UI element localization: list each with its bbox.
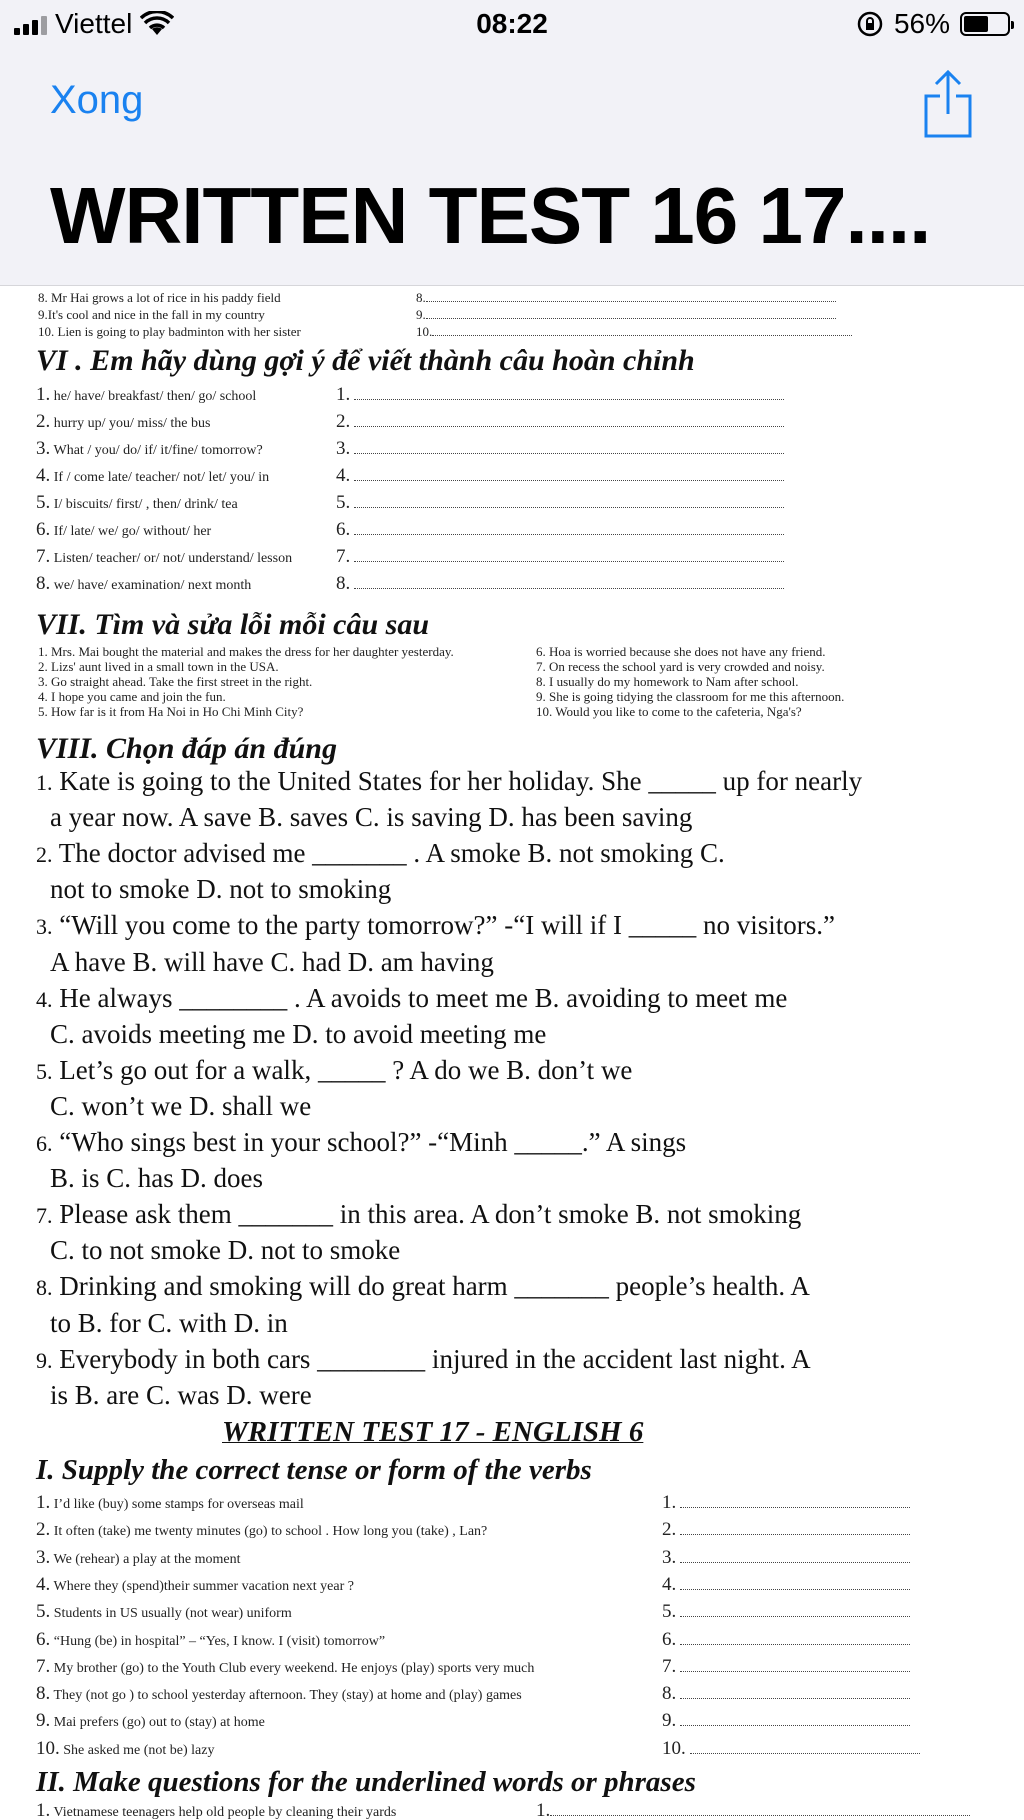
question-line [36,766,862,797]
section-8-heading: VIII. Chọn đáp án đúng [36,732,337,765]
item-number: 8. [36,573,51,594]
answer-number: 7. [336,546,351,567]
answer-number: 10. [662,1738,686,1759]
question-text: B. is C. has D. does [50,1163,264,1193]
question-text: The doctor advised me _______ . A smoke B. not smoking C. [58,838,725,868]
item-text: I’d like (buy) some stamps for overseas mail [53,1497,304,1512]
done-button[interactable]: Xong [50,78,144,122]
section-6-item [36,546,292,568]
test-17-section-2-heading: II. Make questions for the underlined words or phrases [36,1766,696,1798]
question-line [36,1055,632,1086]
item-text: What / you/ do/ if/ it/fine/ tomorrow? [53,443,263,458]
question-text: Please ask them _______ in this area. A don’t smoke B. not smoking [59,1199,802,1229]
item-number: 5. [36,492,51,513]
answer-line [690,1742,920,1754]
item-text: Where they (spend)their summer vacation next year ? [53,1579,354,1594]
answer-line [354,577,784,589]
battery-percent: 56% [893,8,950,39]
answer-line [354,469,784,481]
top-row-9: 9.It's cool and nice in the fall in my country [38,307,265,322]
section-7-item-right: 8. I usually do my homework to Nam after school. [536,674,799,689]
navigation-header [0,52,1024,286]
test-17-item [36,1738,214,1760]
top-row-10: 10. Lien is going to play badminton with her sister [38,324,301,339]
item-text: If/ late/ we/ go/ without/ her [53,524,212,539]
item-number: 8. [36,1683,51,1704]
question-text: “Who sings best in your school?” -“Minh _____.” A sings [59,1127,687,1157]
item-number: 7. [36,546,51,567]
section-7-item-right: 6. Hoa is worried because she does not have any friend. [536,644,826,659]
section-7-item-right: 7. On recess the school yard is very crowded and noisy. [536,659,825,674]
status-right [856,8,1010,40]
section-6-item [36,492,238,514]
item-text: Listen/ teacher/ or/ not/ understand/ lesson [53,551,293,566]
item-text: Students in US usually (not wear) uniform [53,1606,292,1621]
answer-line [354,523,784,535]
item-number: 2. [36,1519,51,1540]
question-number: 2. [36,842,53,867]
question-line [36,838,725,869]
answer-number: 2. [662,1519,677,1540]
answer-number: 7. [662,1656,677,1677]
answer-line [680,1578,910,1590]
item-number: 1. [36,384,51,405]
test-17-item [36,1710,265,1732]
test-17-answer [662,1656,910,1678]
item-number: 3. [36,1547,51,1568]
item-number: 1. [36,1492,51,1513]
item-text: My brother (go) to the Youth Club every weekend. He enjoys (play) sports very much [53,1661,535,1676]
question-options-line [50,1019,546,1050]
answer-line [354,415,784,427]
question-number: 5. [36,1059,53,1084]
item-text: “Hung (be) in hospital” – “Yes, I know. I (visit) tomorrow” [53,1634,386,1649]
test-17-section-2-item-1: 1. Vietnamese teenagers help old people by cleaning their yards [36,1800,397,1820]
question-text: Let’s go out for a walk, _____ ? A do we B. don’t we [59,1055,633,1085]
top-row-8: 8. Mr Hai grows a lot of rice in his paddy field [38,290,281,305]
question-text: “Will you come to the party tomorrow?” -“I will if I _____ no visitors.” [59,910,835,940]
section-7-heading: VII. Tìm và sửa lỗi mỗi câu sau [36,608,430,641]
section-7-item-left: 1. Mrs. Mai bought the material and makes the dress for her daughter yesterday. [38,644,454,659]
question-text: C. to not smoke D. not to smoke [50,1235,401,1265]
battery-icon [960,12,1010,36]
item-number: 7. [36,1656,51,1677]
test-17-item [36,1492,304,1514]
document-title: WRITTEN TEST 16 17.... [50,171,931,260]
answer-line [680,1714,910,1726]
status-time: 08:22 [476,8,548,39]
answer-line [680,1660,910,1672]
item-text: we/ have/ examination/ next month [53,578,252,593]
answer-number: 5. [662,1601,677,1622]
top-row-10-answer: 10. [416,324,852,340]
test-17-item [36,1574,354,1596]
item-text: They (not go ) to school yesterday afternoon. They (stay) at home and (play) games [53,1688,522,1703]
item-text: She asked me (not be) lazy [63,1743,215,1758]
answer-line [354,388,784,400]
answer-number: 9. [662,1710,677,1731]
answer-number: 5. [336,492,351,513]
test-17-title: WRITTEN TEST 17 - ENGLISH 6 [222,1416,644,1448]
section-6-heading: VI . Em hãy dùng gợi ý để viết thành câu hoàn chỉnh [36,344,695,377]
question-options-line [50,1163,263,1194]
share-icon[interactable] [920,68,976,140]
question-number: 3. [36,914,53,939]
question-line [36,983,787,1014]
test-17-item [36,1683,522,1705]
question-text: C. won’t we D. shall we [50,1091,312,1121]
item-text: I/ biscuits/ first/ , then/ drink/ tea [53,497,238,512]
question-options-line [50,874,391,905]
answer-line [680,1551,910,1563]
top-row-9-answer: 9. [416,307,836,323]
question-line [36,1127,686,1158]
test-17-item [36,1656,534,1678]
question-number: 7. [36,1203,53,1228]
section-6-answer [336,573,784,595]
item-number: 9. [36,1710,51,1731]
question-text: Kate is going to the United States for her holiday. She _____ up for nearly [59,766,863,796]
section-7-item-left: 4. I hope you came and join the fun. [38,689,226,704]
question-number: 6. [36,1131,53,1156]
question-number: 9. [36,1348,53,1373]
answer-number: 4. [662,1574,677,1595]
question-text: Everybody in both cars ________ injured in the accident last night. A [59,1344,811,1374]
test-17-answer [662,1710,910,1732]
section-7-item-right: 9. She is going tidying the classroom for me this afternoon. [536,689,845,704]
section-7-item-left: 3. Go straight ahead. Take the first street in the right. [38,674,313,689]
answer-number: 3. [662,1547,677,1568]
test-17-item [36,1629,385,1651]
test-17-answer [662,1492,910,1514]
answer-line [680,1496,910,1508]
section-6-answer [336,546,784,568]
section-6-item [36,519,211,541]
test-17-answer [662,1683,910,1705]
test-17-section-1-heading: I. Supply the correct tense or form of the verbs [36,1454,592,1486]
answer-number: 6. [662,1629,677,1650]
test-17-item [36,1519,487,1541]
item-number: 6. [36,519,51,540]
section-7-item-left: 2. Lizs' aunt lived in a small town in the USA. [38,659,279,674]
section-6-item [36,411,210,433]
question-options-line [50,1091,311,1122]
answer-line [354,550,784,562]
question-options-line [50,1380,312,1411]
item-text: he/ have/ breakfast/ then/ go/ school [53,389,257,404]
answer-number: 1. [336,384,351,405]
test-17-section-2-answer-1: 1. [536,1800,970,1820]
section-6-answer [336,519,784,541]
question-number: 1. [36,770,53,795]
question-number: 4. [36,987,53,1012]
answer-line [680,1605,910,1617]
test-17-answer [662,1519,910,1541]
test-17-item [36,1547,241,1569]
item-number: 4. [36,1574,51,1595]
section-7-item-left: 5. How far is it from Ha Noi in Ho Chi Minh City? [38,704,304,719]
question-options-line [50,947,494,978]
question-line [36,1271,810,1302]
answer-line [354,496,784,508]
answer-number: 8. [662,1683,677,1704]
answer-line [354,442,784,454]
item-text: It often (take) me twenty minutes (go) to school . How long you (take) , Lan? [53,1524,488,1539]
section-6-answer [336,411,784,433]
section-6-item [36,465,269,487]
test-17-answer [662,1547,910,1569]
answer-number: 1. [662,1492,677,1513]
question-text: to B. for C. with D. in [50,1308,288,1338]
answer-line [680,1687,910,1699]
question-text: He always ________ . A avoids to meet me B. avoiding to meet me [59,983,788,1013]
answer-line [680,1523,910,1535]
item-text: Mai prefers (go) out to (stay) at home [53,1715,265,1730]
document-page[interactable] [0,288,1024,1820]
item-number: 4. [36,465,51,486]
question-number: 8. [36,1275,53,1300]
answer-number: 2. [336,411,351,432]
answer-number: 3. [336,438,351,459]
answer-number: 4. [336,465,351,486]
test-17-answer [662,1629,910,1651]
answer-number: 6. [336,519,351,540]
test-17-answer [662,1601,910,1623]
section-6-item [36,573,251,595]
test-17-item [36,1601,292,1623]
question-options-line [50,802,692,833]
answer-number: 8. [336,573,351,594]
question-text: A have B. will have C. had D. am having [50,947,494,977]
question-text: not to smoke D. not to smoking [50,874,392,904]
section-6-item [36,384,256,406]
section-6-answer [336,465,784,487]
question-line [36,910,835,941]
question-line [36,1344,811,1375]
test-17-answer [662,1738,920,1760]
test-17-answer [662,1574,910,1596]
carrier-name: Viettel [55,8,133,39]
item-number: 2. [36,411,51,432]
item-number: 6. [36,1629,51,1650]
item-text: If / come late/ teacher/ not/ let/ you/ in [53,470,270,485]
section-6-answer [336,492,784,514]
question-options-line [50,1235,400,1266]
section-7-item-right: 10. Would you like to come to the cafeteria, Nga's? [536,704,802,719]
status-bar [0,0,1024,52]
question-options-line [50,1308,288,1339]
question-text: Drinking and smoking will do great harm _______ people’s health. A [59,1271,810,1301]
item-text: We (rehear) a play at the moment [53,1552,241,1567]
answer-line [680,1633,910,1645]
orientation-lock-icon [856,10,884,38]
top-row-8-answer: 8. [416,290,836,306]
question-line [36,1199,801,1230]
section-6-answer [336,438,784,460]
question-text: a year now. A save B. saves C. is saving D. has been saving [50,802,693,832]
item-number: 5. [36,1601,51,1622]
question-text: C. avoids meeting me D. to avoid meeting me [50,1019,547,1049]
section-6-answer [336,384,784,406]
section-6-item [36,438,263,460]
item-number: 10. [36,1738,60,1759]
question-text: is B. are C. was D. were [50,1380,312,1410]
item-number: 3. [36,438,51,459]
item-text: hurry up/ you/ miss/ the bus [53,416,211,431]
